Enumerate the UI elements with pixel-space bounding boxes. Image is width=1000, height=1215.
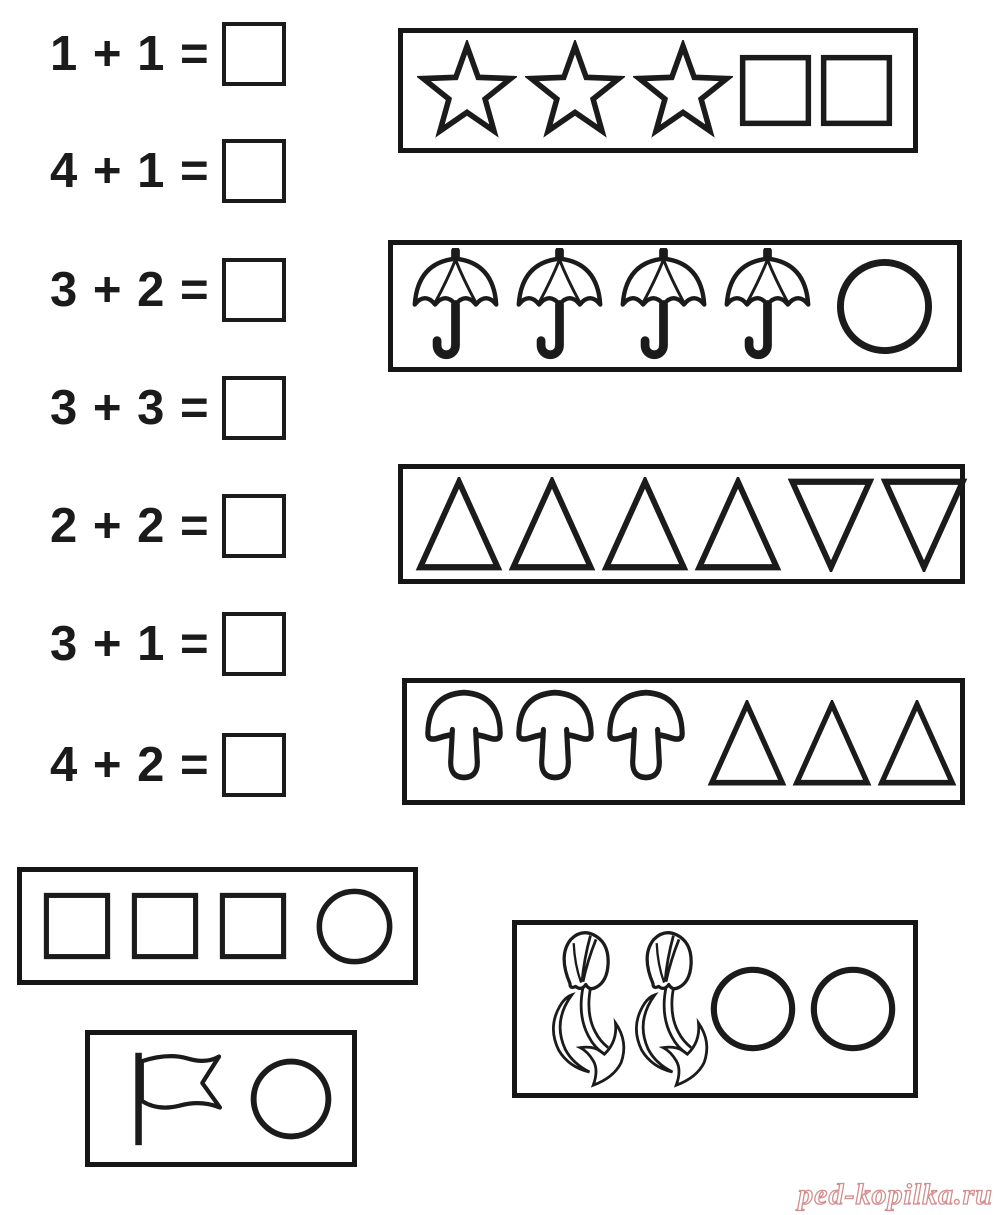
triangle-up-icon xyxy=(508,477,596,572)
answer-box[interactable] xyxy=(222,612,286,676)
answer-box[interactable] xyxy=(222,258,286,322)
triangle-up-icon xyxy=(601,477,689,572)
star-icon xyxy=(633,40,733,142)
triangle-up-icon xyxy=(415,477,503,572)
circle-icon xyxy=(709,965,797,1053)
triangle-down-icon xyxy=(787,477,875,572)
shape-group-tulips-and-circles xyxy=(512,920,918,1098)
umbrella-icon xyxy=(719,248,816,365)
watermark-text: ped-kopilka.ru xyxy=(798,1178,993,1211)
mushroom-icon xyxy=(512,684,598,787)
equation-text: 3 + 1 = xyxy=(50,617,210,671)
shape-group-mushrooms-and-triangles xyxy=(402,678,965,805)
umbrella-icon xyxy=(511,248,608,365)
circle-icon xyxy=(315,887,394,966)
umbrella-icon xyxy=(407,248,504,365)
square-icon xyxy=(739,54,812,127)
shape-group-flag-and-circle xyxy=(85,1030,357,1167)
answer-box[interactable] xyxy=(222,733,286,797)
star-icon xyxy=(417,40,517,142)
square-icon xyxy=(820,54,893,127)
flag-icon xyxy=(126,1049,233,1148)
equation-row xyxy=(50,376,286,440)
circle-icon xyxy=(809,965,897,1053)
equation-text: 4 + 1 = xyxy=(50,144,210,198)
equation-text: 2 + 2 = xyxy=(50,499,210,553)
square-icon xyxy=(43,892,111,960)
answer-box[interactable] xyxy=(222,139,286,203)
equation-text: 4 + 2 = xyxy=(50,738,210,792)
circle-icon xyxy=(249,1057,333,1141)
equation-row xyxy=(50,494,286,558)
equation-row xyxy=(50,139,286,203)
answer-box[interactable] xyxy=(222,376,286,440)
shape-group-triangles-up-and-down xyxy=(398,464,965,584)
equation-row xyxy=(50,733,286,797)
shape-group-stars-and-squares xyxy=(398,28,918,153)
equation-row xyxy=(50,258,286,322)
mushroom-icon xyxy=(421,684,507,787)
equation-text: 3 + 2 = xyxy=(50,263,210,317)
triangle-up-icon xyxy=(694,477,782,572)
answer-box[interactable] xyxy=(222,494,286,558)
equation-row xyxy=(50,22,286,86)
triangle-up-icon xyxy=(707,700,787,787)
triangle-up-icon xyxy=(792,700,872,787)
tulip-icon xyxy=(626,929,719,1089)
equation-text: 3 + 3 = xyxy=(50,381,210,435)
equation-row xyxy=(50,612,286,676)
star-icon xyxy=(525,40,625,142)
tulip-icon xyxy=(543,929,636,1089)
shape-group-squares-and-circle xyxy=(17,867,418,985)
mushroom-icon xyxy=(603,684,689,787)
equation-text: 1 + 1 = xyxy=(50,27,210,81)
triangle-down-icon xyxy=(880,477,968,572)
square-icon xyxy=(219,892,287,960)
square-icon xyxy=(131,892,199,960)
shape-group-umbrellas-and-circle xyxy=(388,240,962,372)
circle-icon xyxy=(835,257,934,356)
triangle-up-icon xyxy=(877,700,957,787)
answer-box[interactable] xyxy=(222,22,286,86)
umbrella-icon xyxy=(615,248,712,365)
